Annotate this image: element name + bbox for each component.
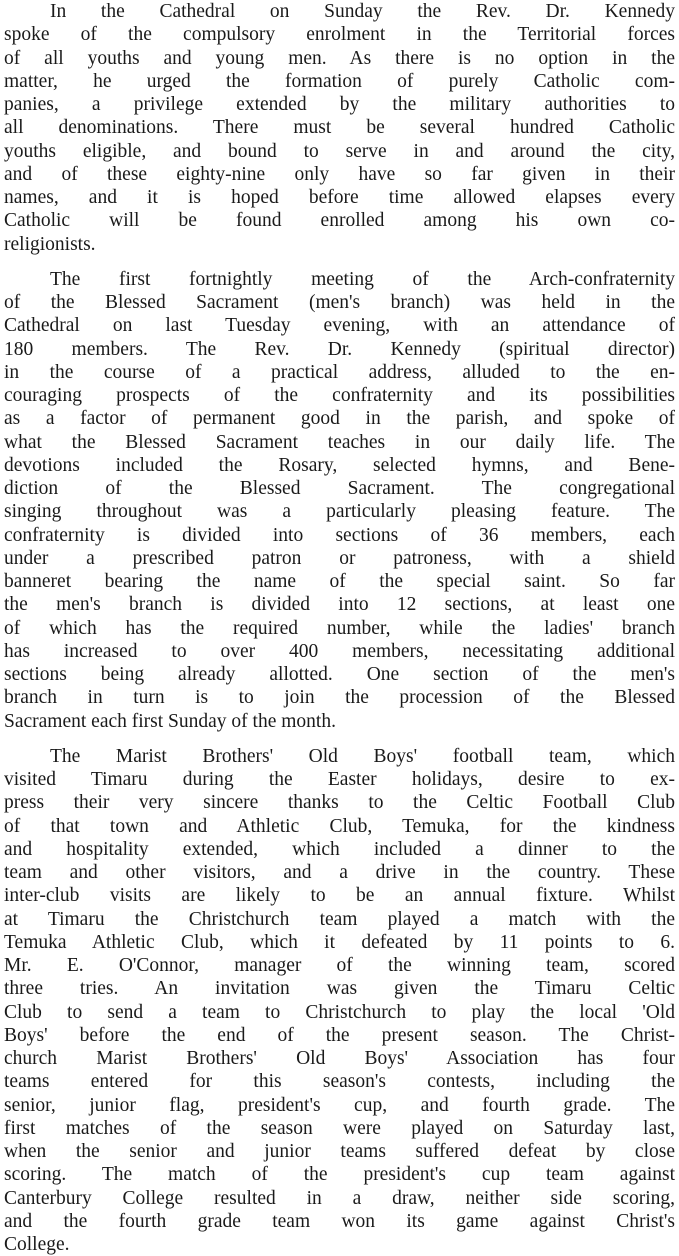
text-line: under a prescribed patron or patroness, with a shield bbox=[4, 547, 675, 569]
text-line: all denominations. There must be several hundred Catholic bbox=[4, 117, 675, 139]
text-line: confraternity is divided into sections of 36 members, each bbox=[4, 524, 675, 546]
text-line: teams entered for this season's contests, including the bbox=[4, 1071, 675, 1093]
text-line: the men's branch is divided into 12 sections, at least one bbox=[4, 594, 675, 616]
text-line: at Timaru the Christchurch team played a match with the bbox=[4, 908, 675, 930]
text-line: and hospitality extended, which included a dinner to the bbox=[4, 838, 675, 860]
text-line: Sacrament each first Sunday of the month. bbox=[4, 710, 336, 732]
text-line: diction of the Blessed Sacrament. The congregational bbox=[4, 478, 675, 499]
text-line: and the fourth grade team won its game against Christ's bbox=[4, 1210, 675, 1232]
paragraph-marist-football bbox=[4, 745, 675, 1256]
text-line: of the Blessed Sacrament (men's branch) was held in the bbox=[4, 292, 675, 313]
text-line: senior, junior flag, president's cup, and fourth grade. The bbox=[4, 1094, 675, 1116]
text-line: In the Cathedral on Sunday the Rev. Dr. Kennedy bbox=[50, 1, 675, 22]
text-line: devotions included the Rosary, selected hymns, and Bene- bbox=[4, 454, 675, 476]
text-line: couraging prospects of the confraternity and its possibilities bbox=[4, 385, 675, 406]
text-line: matter, he urged the formation of purely Catholic com- bbox=[4, 70, 675, 92]
text-line: banneret bearing the name of the special saint. So far bbox=[4, 571, 675, 592]
text-line: scoring. The match of the president's cup team against bbox=[4, 1164, 675, 1186]
text-line: Cathedral on last Tuesday evening, with an attendance of bbox=[4, 315, 675, 337]
text-line: College. bbox=[4, 1234, 70, 1255]
text-line: of which has the required number, while the ladies' branch bbox=[4, 617, 675, 639]
text-line: 180 members. The Rev. Dr. Kennedy (spiritual director) bbox=[4, 338, 675, 360]
text-line: church Marist Brothers' Old Boys' Association has four bbox=[4, 1048, 675, 1069]
text-line: singing throughout was a particularly pleasing feature. The bbox=[4, 501, 675, 523]
text-line: first matches of the season were played on Saturday last, bbox=[4, 1117, 675, 1139]
text-line: spoke of the compulsory enrolment in the Territorial forces bbox=[4, 24, 675, 46]
text-line: when the senior and junior teams suffered defeat by close bbox=[4, 1141, 675, 1162]
text-line: Boys' before the end of the present season. The Christ- bbox=[4, 1024, 675, 1046]
text-line: has increased to over 400 members, necessitating additional bbox=[4, 640, 675, 662]
text-line: what the Blessed Sacrament teaches in our daily life. The bbox=[4, 431, 675, 453]
paragraph-territorial-enrolment bbox=[4, 0, 675, 256]
paragraph-arch-confraternity bbox=[4, 268, 675, 733]
text-line: The first fortnightly meeting of the Arch-confraternity bbox=[50, 268, 675, 290]
text-line: Mr. E. O'Connor, manager of the winning team, scored bbox=[4, 955, 675, 976]
text-line: Temuka Athletic Club, which it defeated by 11 points to 6. bbox=[4, 931, 675, 953]
text-line: The Marist Brothers' Old Boys' football team, which bbox=[50, 745, 675, 767]
text-line: as a factor of permanent good in the parish, and spoke of bbox=[4, 408, 675, 430]
text-line: sections being already allotted. One section of the men's bbox=[4, 664, 675, 685]
text-line: inter-club visits are likely to be an annual fixture. Whilst bbox=[4, 885, 675, 907]
text-line: youths eligible, and bound to serve in and around the city, bbox=[4, 140, 675, 162]
text-line: visited Timaru during the Easter holidays, desire to ex- bbox=[4, 769, 675, 790]
text-line: of that town and Athletic Club, Temuka, for the kindness bbox=[4, 815, 675, 837]
text-line: three tries. An invitation was given the Timaru Celtic bbox=[4, 978, 675, 1000]
text-line: of all youths and young men. As there is no option in the bbox=[4, 47, 675, 69]
text-line: branch in turn is to join the procession of the Blessed bbox=[4, 687, 675, 709]
text-line: Club to send a team to Christchurch to play the local 'Old bbox=[4, 1001, 675, 1023]
text-line: team and other visitors, and a drive in the country. These bbox=[4, 862, 675, 883]
text-line: Catholic will be found enrolled among his own co- bbox=[4, 210, 675, 232]
text-line: religionists. bbox=[4, 233, 96, 255]
text-line: names, and it is hoped before time allowed elapses every bbox=[4, 187, 675, 208]
text-line: and of these eighty-nine only have so far given in their bbox=[4, 163, 675, 185]
text-line: Canterbury College resulted in a draw, neither side scoring, bbox=[4, 1187, 675, 1209]
article-body bbox=[4, 0, 675, 1256]
text-line: panies, a privilege extended by the military authorities to bbox=[4, 94, 675, 115]
text-line: press their very sincere thanks to the Celtic Football Club bbox=[4, 792, 675, 814]
text-line: in the course of a practical address, alluded to the en- bbox=[4, 361, 675, 383]
